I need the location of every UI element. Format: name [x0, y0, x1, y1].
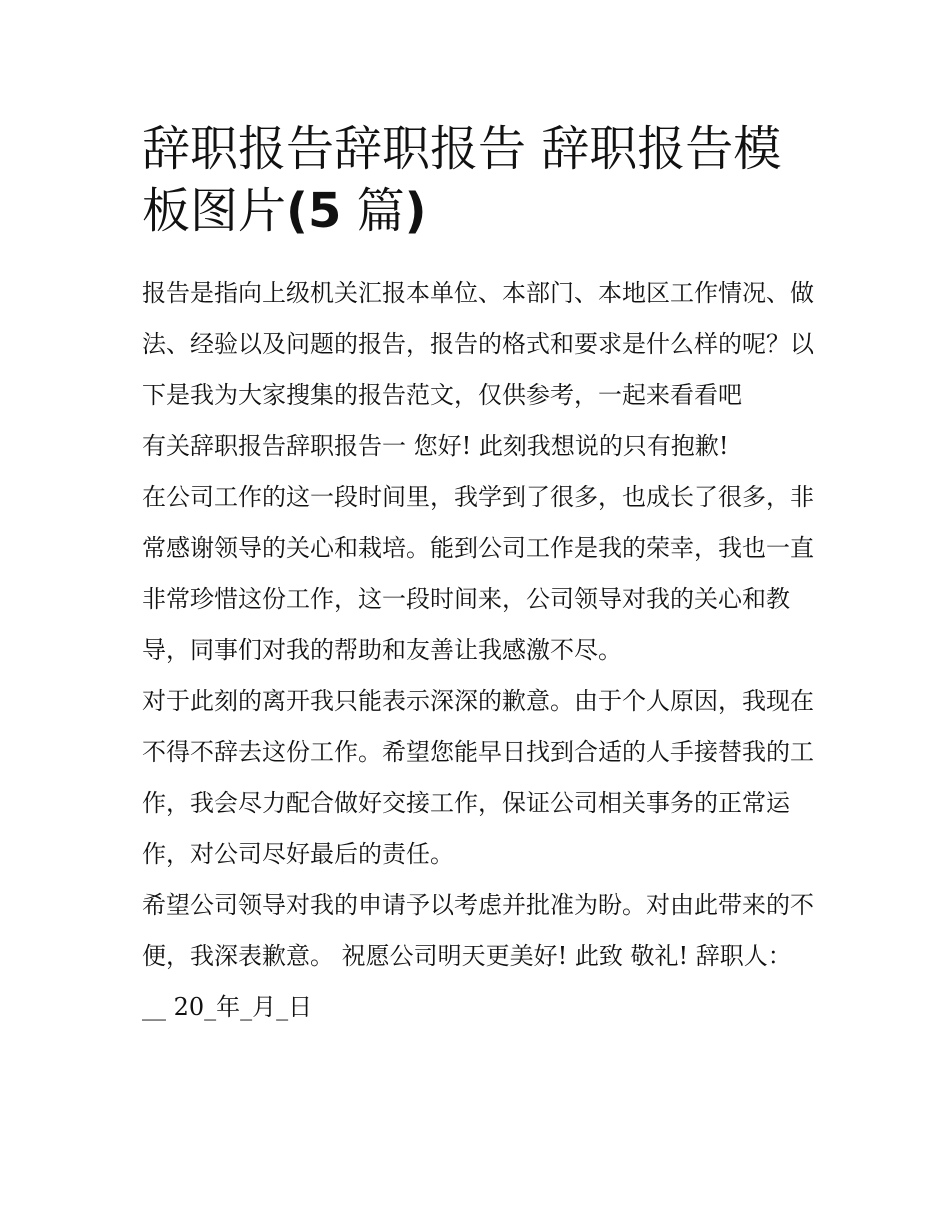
title-line-2-prefix: 板图片	[142, 183, 287, 239]
body-paragraph-1: 有关辞职报告辞职报告一 您好! 此刻我想说的只有抱歉!	[142, 432, 729, 460]
body-paragraph-4: 希望公司领导对我的申请予以考虑并批准为盼。对由此带来的不便，我深表歉意。 祝愿公司明天更美好! 此致 敬礼! 辞职人：__ 20_年_月_日	[142, 891, 814, 1021]
title-count-open: (5	[286, 183, 342, 239]
title-line-1: 辞职报告辞职报告 辞职报告模	[142, 121, 782, 177]
intro-paragraph: 报告是指向上级机关汇报本单位、本部门、本地区工作情况、做法、经验以及问题的报告，报告的格式和要求是什么样的呢？以下是我为大家搜集的报告范文，仅供参考，一起来看看吧	[142, 279, 814, 409]
body-paragraph-3: 对于此刻的离开我只能表示深深的歉意。由于个人原因，我现在不得不辞去这份工作。希望您能早日找到合适的人手接替我的工作，我会尽力配合做好交接工作，保证公司相关事务的正常运作，对公司尽好最后的责任。	[142, 687, 814, 868]
title-count-unit: 篇	[341, 183, 405, 239]
document-page	[142, 118, 814, 1033]
title-count-close: )	[404, 183, 427, 239]
body-paragraph-2: 在公司工作的这一段时间里，我学到了很多，也成长了很多，非常感谢领导的关心和栽培。能到公司工作是我的荣幸，我也一直非常珍惜这份工作，这一段时间来，公司领导对我的关心和教导，同事们对我的帮助和友善让我感激不尽。	[142, 483, 814, 664]
document-title	[142, 118, 814, 242]
